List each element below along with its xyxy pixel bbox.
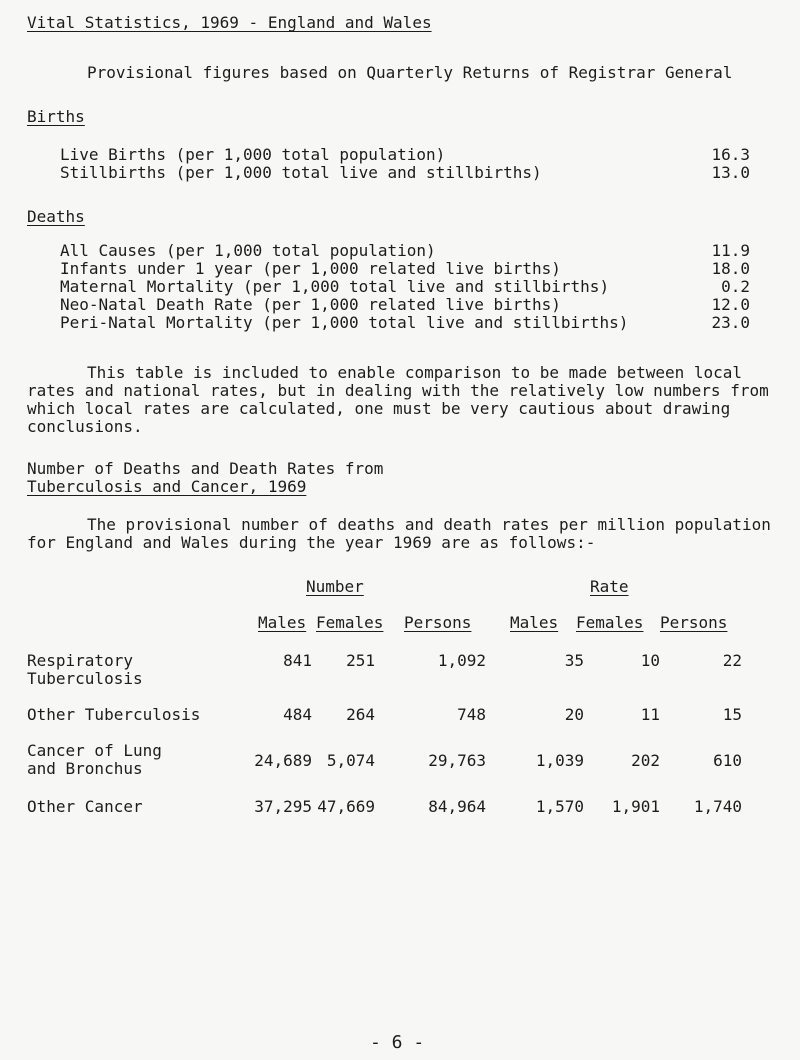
deaths-row-label: Maternal Mortality (per 1,000 total live and stillbirths) (60, 277, 610, 296)
deaths-row-label: All Causes (per 1,000 total population) (60, 241, 436, 260)
table-cell: 11 (640, 705, 660, 724)
column-header: Females (316, 613, 384, 632)
births-heading: Births (27, 107, 85, 126)
deaths-row-value: 0.2 (721, 277, 750, 296)
column-header: Females (576, 613, 644, 632)
table-cell: 202 (631, 751, 660, 770)
table-cell: 29,763 (428, 751, 486, 770)
table-cell: 251 (346, 651, 375, 670)
note-line: which local rates are calculated, one must be very cautious about drawing (27, 399, 731, 418)
table-cell: 841 (283, 651, 312, 670)
deaths-row-label: Infants under 1 year (per 1,000 related live births) (60, 259, 561, 278)
page-subtitle: Provisional figures based on Quarterly Returns of Registrar General (87, 63, 733, 82)
table-row-label: Other Cancer (27, 797, 143, 816)
table-cell: 748 (457, 705, 486, 724)
column-header: Persons (660, 613, 728, 632)
births-row-label: Stillbirths (per 1,000 total live and stillbirths) (60, 163, 542, 182)
table-cell: 1,092 (437, 651, 486, 670)
page-number: - 6 - (370, 1032, 425, 1053)
table-cell: 15 (722, 705, 742, 724)
deaths-row-value: 23.0 (711, 313, 750, 332)
note-line: conclusions. (27, 417, 143, 436)
table-cell: 264 (346, 705, 375, 724)
group-header-rate: Rate (590, 577, 629, 596)
deaths-row-label: Neo-Natal Death Rate (per 1,000 related live births) (60, 295, 561, 314)
note-line: This table is included to enable comparison to be made between local (87, 363, 743, 382)
deaths-row-label: Peri-Natal Mortality (per 1,000 total live and stillbirths) (60, 313, 629, 332)
table-cell: 1,740 (693, 797, 742, 816)
group-header-number: Number (306, 577, 364, 596)
table-cell: 1,039 (535, 751, 584, 770)
tb-heading: Number of Deaths and Death Rates from (27, 459, 384, 478)
table-row-label: and Bronchus (27, 759, 143, 778)
table-cell: 5,074 (326, 751, 375, 770)
page-title: Vital Statistics, 1969 - England and Wales (27, 13, 432, 32)
deaths-row-value: 12.0 (711, 295, 750, 314)
table-cell: 37,295 (254, 797, 312, 816)
table-cell: 484 (283, 705, 312, 724)
table-cell: 10 (640, 651, 660, 670)
table-cell: 24,689 (254, 751, 312, 770)
column-header: Males (510, 613, 559, 632)
table-row-label: Cancer of Lung (27, 741, 162, 760)
births-row-value: 16.3 (711, 145, 750, 164)
table-cell: 610 (713, 751, 742, 770)
table-cell: 84,964 (428, 797, 486, 816)
tb-heading-underlined: Tuberculosis and Cancer, 1969 (27, 477, 307, 496)
tb-intro-line: for England and Wales during the year 1969 are as follows:- (27, 533, 596, 552)
deaths-heading: Deaths (27, 207, 85, 226)
table-cell: 1,570 (535, 797, 584, 816)
table-row-label: Respiratory (27, 651, 133, 670)
table-cell: 35 (564, 651, 584, 670)
column-header: Persons (404, 613, 472, 632)
table-cell: 1,901 (611, 797, 660, 816)
note-line: rates and national rates, but in dealing with the relatively low numbers from (27, 381, 769, 400)
births-row-label: Live Births (per 1,000 total population) (60, 145, 446, 164)
column-header: Males (258, 613, 307, 632)
table-row-label: Other Tuberculosis (27, 705, 201, 724)
table-cell: 20 (564, 705, 584, 724)
births-row-value: 13.0 (711, 163, 750, 182)
table-cell: 47,669 (317, 797, 375, 816)
tb-intro-line: The provisional number of deaths and death rates per million population (87, 515, 771, 534)
deaths-row-value: 18.0 (711, 259, 750, 278)
table-row-label: Tuberculosis (27, 669, 143, 688)
table-cell: 22 (722, 651, 742, 670)
deaths-row-value: 11.9 (711, 241, 750, 260)
